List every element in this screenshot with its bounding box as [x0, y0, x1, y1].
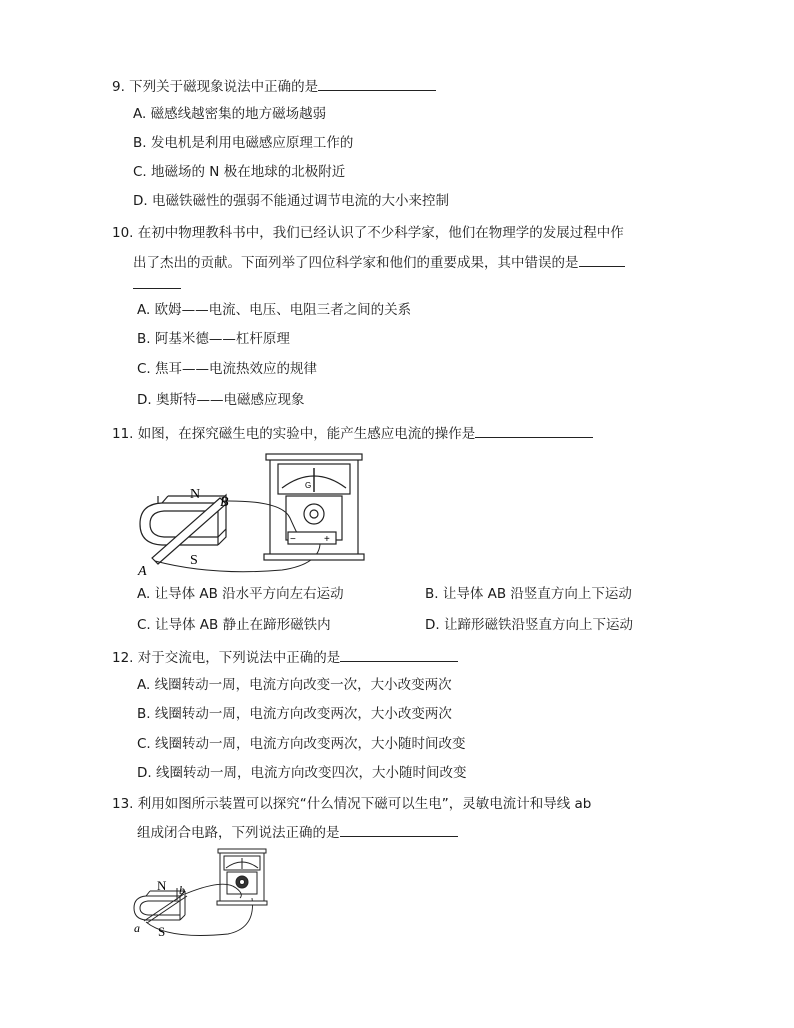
magnet-south-label: S [190, 553, 198, 568]
q9-option-a: A. 磁感线越密集的地方磁场越弱 [133, 106, 327, 122]
q10-answer-blank-part2-row [133, 274, 181, 295]
point-a-label-small: a [134, 921, 140, 935]
q11-figure-induction-experiment [122, 448, 372, 576]
q10-option-a: A. 欧姆——电流、电压、电阻三者之间的关系 [137, 302, 412, 318]
q10-stem-line1: 10. 在初中物理教科书中，我们已经认识了不少科学家，他们在物理学的发展过程中作 [112, 225, 624, 241]
q9-option-d: D. 电磁铁磁性的强弱不能通过调节电流的大小来控制 [133, 193, 449, 209]
magnet-north-label-small: N [157, 878, 167, 893]
q10-option-d: D. 奥斯特——电磁感应现象 [137, 392, 305, 408]
q12-stem [112, 647, 458, 668]
q12-option-c: C. 线圈转动一周，电流方向改变两次，大小随时间改变 [137, 736, 466, 752]
q11-stem [112, 423, 593, 444]
q10-stem-line2-text: 出了杰出的贡献。下面列举了四位科学家和他们的重要成果，其中错误的是 [133, 255, 579, 271]
q9-option-c: C. 地磁场的 N 极在地球的北极附近 [133, 164, 346, 180]
q11-option-a: A. 让导体 AB 沿水平方向左右运动 [137, 586, 344, 602]
point-b-label-small: b [179, 883, 185, 897]
q10-option-c: C. 焦耳——电流热效应的规律 [137, 361, 318, 377]
magnet-south-label-small: S [158, 924, 166, 939]
q12-stem-text: 12. 对于交流电，下列说法中正确的是 [112, 650, 341, 666]
q10-answer-blank-part2[interactable] [133, 274, 181, 289]
q12-option-a: A. 线圈转动一周，电流方向改变一次，大小改变两次 [137, 677, 452, 693]
q13-stem-line1: 13. 利用如图所示装置可以探究“什么情况下磁可以生电”，灵敏电流计和导线 ab [112, 796, 592, 812]
conductor-ab [152, 498, 226, 564]
q13-stem-line2 [137, 822, 458, 843]
q9-option-b: B. 发电机是利用电磁感应原理工作的 [133, 135, 354, 151]
q11-stem-text: 11. 如图，在探究磁生电的实验中，能产生感应电流的操作是 [112, 426, 476, 442]
terminal-minus-label: − [290, 534, 296, 545]
galvanometer [264, 454, 364, 560]
q13-stem-line2-text: 组成闭合电路，下列说法正确的是 [137, 825, 340, 841]
point-a-label: A [138, 564, 147, 576]
q12-option-b: B. 线圈转动一周，电流方向改变两次，大小改变两次 [137, 706, 452, 722]
q13-figure-induction-experiment [128, 848, 278, 940]
point-b-label: B [220, 495, 229, 510]
q13-answer-blank[interactable] [340, 822, 458, 837]
q11-answer-blank[interactable] [475, 423, 593, 438]
q9-answer-blank[interactable] [318, 76, 436, 91]
q10-answer-blank-part1[interactable] [579, 252, 625, 267]
q12-option-d: D. 线圈转动一周，电流方向改变四次，大小随时间改变 [137, 765, 467, 781]
q9-stem [112, 76, 436, 97]
q10-stem-line2 [133, 252, 625, 273]
q11-option-c: C. 让导体 AB 静止在蹄形磁铁内 [137, 617, 331, 633]
q12-answer-blank[interactable] [340, 647, 458, 662]
galvanometer-small [217, 849, 267, 905]
q11-option-b: B. 让导体 AB 沿竖直方向上下运动 [425, 586, 632, 602]
q11-option-d: D. 让蹄形磁铁沿竖直方向上下运动 [425, 617, 633, 633]
terminal-plus-label: + [324, 534, 330, 545]
q9-stem-text: 9. 下列关于磁现象说法中正确的是 [112, 79, 319, 95]
q10-option-b: B. 阿基米德——杠杆原理 [137, 331, 290, 347]
galvanometer-g-label: G [305, 481, 312, 490]
magnet-north-label: N [190, 487, 201, 502]
